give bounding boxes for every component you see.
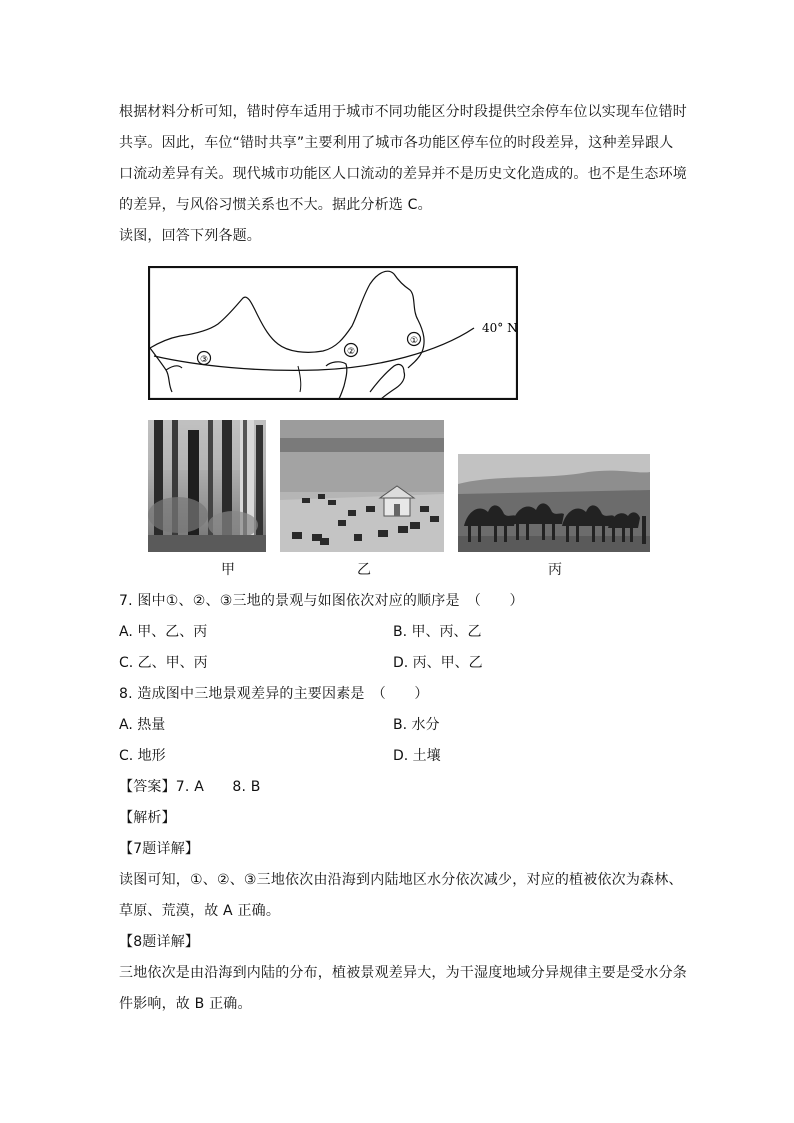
q7-stem: 7. 图中①、②、③三地的景观与如图依次对应的顺序是 （ ） bbox=[119, 593, 524, 609]
forest-photo bbox=[148, 420, 266, 552]
point-3-label: ③ bbox=[199, 355, 209, 365]
q8-detail-heading: 【8题详解】 bbox=[119, 934, 200, 950]
q8-detail-line-1: 三地依次是由沿海到内陆的分布，植被景观差异大，为干湿度地域分异规律主要是受水分条 bbox=[119, 965, 687, 981]
q7-option-c: C. 乙、甲、丙 bbox=[119, 655, 208, 671]
paragraph-line-1: 根据材料分析可知，错时停车适用于城市不同功能区分时段提供空余停车位以实现车位错时 bbox=[119, 104, 687, 120]
q7-option-d: D. 丙、甲、乙 bbox=[393, 655, 483, 671]
china-map-svg bbox=[148, 266, 518, 400]
map-figure bbox=[148, 266, 518, 400]
lat-label: 40° N bbox=[482, 321, 518, 335]
desert-camels-photo bbox=[458, 454, 650, 552]
q8-stem: 8. 造成图中三地景观差异的主要因素是 （ ） bbox=[119, 686, 429, 702]
paragraph-line-4: 的差异，与风俗习惯关系也不大。据此分析选 C。 bbox=[119, 197, 432, 213]
q7-detail-heading: 【7题详解】 bbox=[119, 841, 200, 857]
q7-detail-line-1: 读图可知，①、②、③三地依次由沿海到内陆地区水分依次减少，对应的植被依次为森林、 bbox=[119, 872, 683, 888]
caption-jia: 甲 bbox=[221, 562, 235, 578]
q8-option-d: D. 土壤 bbox=[393, 748, 441, 764]
answer-line: 【答案】7. A 8. B bbox=[119, 779, 261, 795]
paragraph-line-2: 共享。因此，车位“错时共享”主要利用了城市各功能区停车位的时段差异，这种差异跟人 bbox=[119, 135, 674, 151]
q7-option-b: B. 甲、丙、乙 bbox=[393, 624, 482, 640]
q7-option-a: A. 甲、乙、丙 bbox=[119, 624, 208, 640]
point-2-label: ② bbox=[346, 347, 356, 357]
q7-detail-line-2: 草原、荒漠，故 A 正确。 bbox=[119, 903, 281, 919]
q8-detail-line-2: 件影响，故 B 正确。 bbox=[119, 996, 252, 1012]
q8-option-b: B. 水分 bbox=[393, 717, 440, 733]
q8-option-a: A. 热量 bbox=[119, 717, 166, 733]
caption-bing: 丙 bbox=[548, 562, 562, 578]
grassland-yurt-photo bbox=[280, 420, 444, 552]
intro-text: 读图，回答下列各题。 bbox=[119, 228, 261, 244]
q8-option-c: C. 地形 bbox=[119, 748, 166, 764]
caption-yi: 乙 bbox=[357, 562, 371, 578]
point-1-label: ① bbox=[409, 336, 419, 346]
paragraph-line-3: 口流动差异有关。现代城市功能区人口流动的差异并不是历史文化造成的。也不是生态环境 bbox=[119, 166, 687, 182]
analysis-heading: 【解析】 bbox=[119, 810, 176, 826]
